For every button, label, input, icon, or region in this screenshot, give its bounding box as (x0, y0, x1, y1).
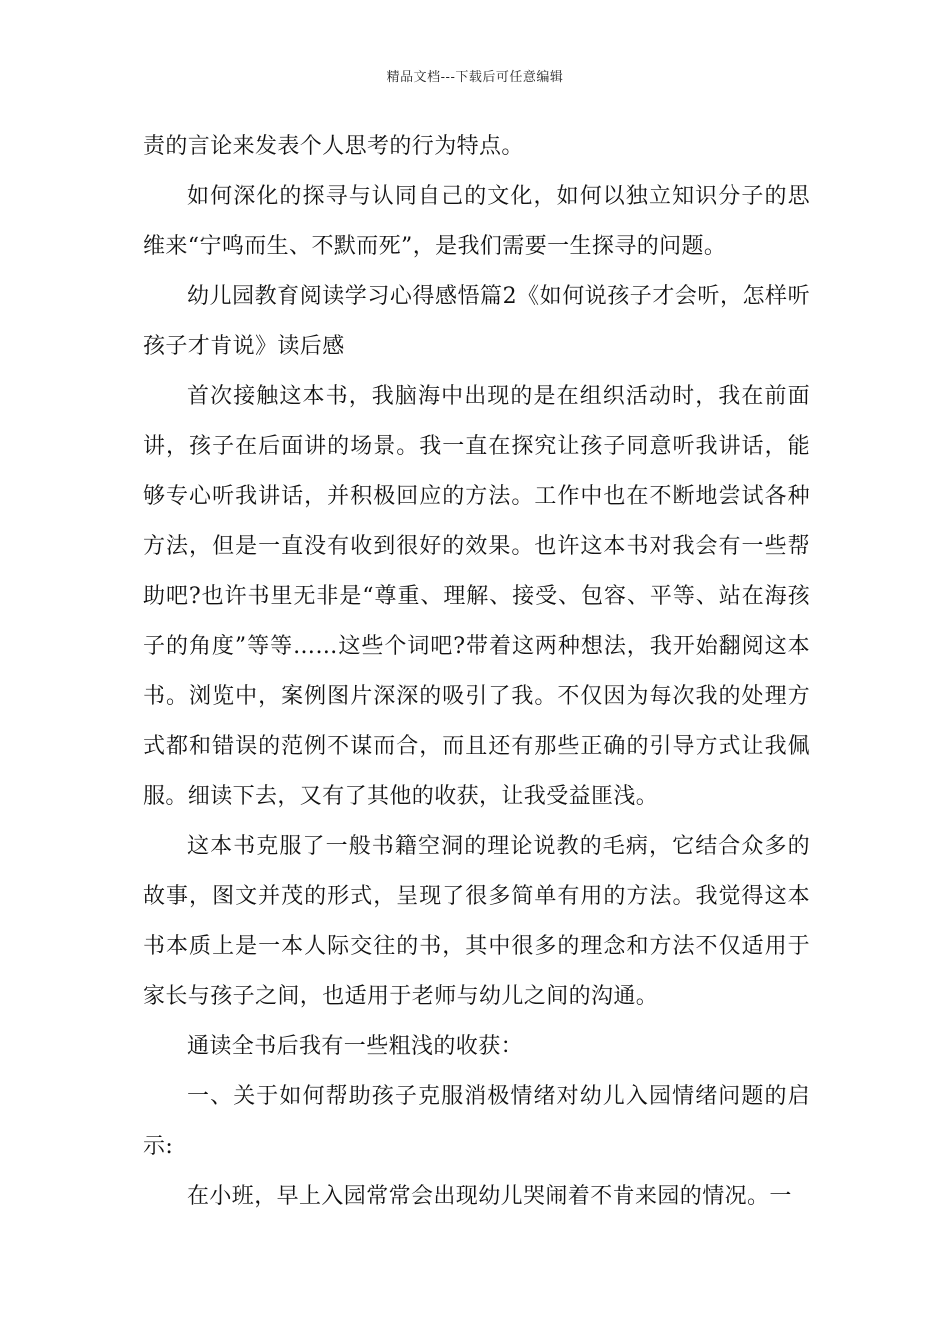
paragraph: 幼儿园教育阅读学习心得感悟篇2《如何说孩子才会听，怎样听孩子才肯说》读后感 (143, 284, 810, 359)
paragraph: 这本书克服了一般书籍空洞的理论说教的毛病，它结合众多的故事，图文并茂的形式，呈现了很多简单有用的方法。我觉得这本书本质上是一本人际交往的书，其中很多的理念和方法不仅适用于家长与孩子之间，也适用于老师与幼儿之间的沟通。 (143, 834, 810, 1009)
paragraph: 责的言论来发表个人思考的行为特点。 (143, 134, 524, 159)
paragraph: 一、关于如何帮助孩子克服消极情绪对幼儿入园情绪问题的启示: (143, 1084, 810, 1159)
paragraph: 通读全书后我有一些粗浅的收获： (187, 1034, 524, 1059)
paragraph: 在小班，早上入园常常会出现幼儿哭闹着不肯来园的情况。一 (187, 1184, 792, 1209)
paragraph: 如何深化的探寻与认同自己的文化，如何以独立知识分子的思维来“宁鸣而生、不默而死”，是我们需要一生探寻的问题。 (143, 184, 810, 259)
page-header: 精品文档---下载后可任意编辑 (386, 70, 564, 85)
document-body (143, 122, 810, 1222)
paragraph: 首次接触这本书，我脑海中出现的是在组织活动时，我在前面讲，孩子在后面讲的场景。我一直在探究让孩子同意听我讲话，能够专心听我讲话，并积极回应的方法。工作中也在不断地尝试各种方法，但是一直没有收到很好的效果。也许这本书对我会有一些帮助吧?也许书里无非是“尊重、理解、接受、包容、平等、站在海孩子的角度”等等……这些个词吧?带着这两种想法，我开始翻阅这本书。浏览中，案例图片深深的吸引了我。不仅因为每次我的处理方式都和错误的范例不谋而合，而且还有那些正确的引导方式让我佩服。细读下去，又有了其他的收获，让我受益匪浅。 (143, 384, 810, 809)
